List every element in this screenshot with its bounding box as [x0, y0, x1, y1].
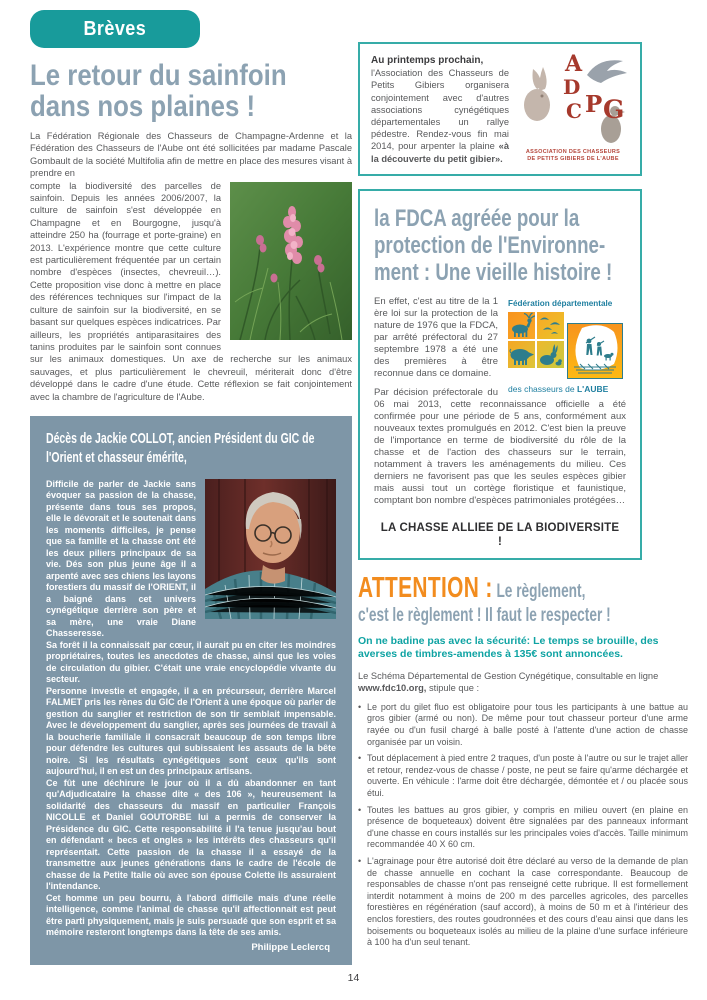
collot-paragraph: Ce fût une déchirure le jour où il a dû abandonner en tant qu'Adjudicataire la chasse dite « des 106 », heureusement la solidarité des chasseurs du massif en particulier François NICOLLE et Daniel GOUTORBE lui a permis de conserver la Présidence du GIC. Cette responsabilité il l'a tenue jusqu'au bout en défendant « becs et ongles » les intérêts des chasseurs qu'il représentait. Cette passion de la chasse il a essayé de la transmettre aux jeunes générations dans le cadre de l'école de chasse de la Petite Italie où avec son épouse Colette ils assuraient l'intendance.: [46, 777, 336, 892]
birds-icon: [537, 312, 564, 339]
pigeon-icon: [583, 55, 629, 85]
fdca-title-line: la FDCA agréée pour la: [374, 204, 580, 232]
adcpg-letter: G: [603, 95, 625, 124]
fdca-caption-top: Fédération départementale: [508, 297, 613, 308]
sainfoin-paragraph: La Fédération Régionale des Chasseurs de Champagne-Ardenne et la Fédération des Chasseurs de l'Aube ont été sollicitées par madame Pascale Gombault de la société Multifolia afin de mettre en place des mesures visant à prendre en: [30, 131, 352, 179]
collot-title-line: l'Orient et chasseur émérite,: [46, 449, 187, 467]
adcpg-letter: C: [566, 99, 582, 123]
attention-heading-line2: c'est le règlement ! Il faut le respecter !: [358, 604, 611, 626]
attention-label: ATTENTION :: [358, 571, 493, 604]
fdca-title-line: protection de l'Environne-: [374, 231, 606, 259]
rabbit-icon: [537, 341, 564, 368]
collot-paragraph: Sa forêt il la connaissait par cœur, il aurait pu en citer les moindres propriétaires, toutes les anecdotes de chasse, ainsi que les voies de circulation du gibier. C'était une vraie encyclopédie vivante du secteur.: [46, 639, 336, 685]
adcpg-letter: D: [563, 75, 581, 99]
fdca-body: [374, 296, 626, 548]
fdca-caption-bottom: des chasseurs de L'AUBE: [508, 383, 609, 394]
hunters-icon: [568, 324, 622, 378]
fdc10-url: www.fdc10.org,: [358, 682, 427, 693]
adcpg-letter: A: [565, 51, 583, 77]
rule-item: • Le port du gilet fluo est obligatoire pour tous les participants à une battue au gros gibier (armé ou non). De même pour tout chasseur porteur d'une arme rayée ou d'un fusil chargé à balle posté à l'attente d'une action de chasse organisée par un voisin.: [358, 702, 688, 748]
rule-item: • Toutes les battues au gros gibier, y compris en milieu ouvert (en plaine en présence de boqueteaux) doivent être signalées par des panneaux informant d'une chasse en cours installés sur les principales voies d'accès. Taille minimum recommandée 40 X 60 cm.: [358, 805, 688, 851]
adcpg-logo: [517, 51, 629, 165]
adcpg-bold-tail: «à la découverte du petit gibier».: [371, 141, 509, 164]
page-number: 14: [347, 972, 360, 984]
adcpg-body: l'Association des Chasseurs de Petits Gibiers organisera conjointement avec d'autres associations cynégétiques départementales un rallye pédestre. Rendez-vous fin mai 2014, pour arpenter la plaine: [371, 68, 509, 152]
sainfoin-flow: [30, 180, 352, 403]
sainfoin-article-title: [30, 60, 307, 122]
boar-icon: [508, 341, 535, 368]
fdca-logo: [508, 298, 626, 394]
attention-heading: ATTENTION : Le règlement,: [358, 571, 586, 604]
sdgc-intro: Le Schéma Départemental de Gestion Cynégétique, consultable en ligne www.fdc10.org, stipule que :: [358, 670, 659, 693]
breves-tab-label: Brèves: [83, 17, 147, 40]
deer-icon: [508, 312, 535, 339]
adcpg-text: [371, 55, 509, 165]
fdca-paragraph: En effet, c'est au titre de la 1 ère loi sur la protection de la nature de 1976 que la FDCA, par arrêté préfectoral du 27 septembre 1978 a été une des premières à être reconnue dans ce domaine.: [374, 295, 498, 379]
fdca-paragraph: Par décision préfectorale du 06 mai 2013, cette reconnaissance officielle a été confirmée pour une période de 5 ans, conformément aux nouveaux textes promulgués en 2012. C'est bien la preuve de l'importance en terme de biodiversité du rôle de la chasse et de l'action des chasseurs sur le terrain, notamment à travers les aménagements du milieu. Ces derniers ne favorisent pas que les seules espèces gibier mais aussi tout un cortège floristique et faunistique, comptant bon nombre d'espèces patrimoniales protégées…: [374, 386, 626, 506]
sainfoin-photo: [230, 182, 352, 340]
collot-paragraph: Difficile de parler de Jackie sans évoquer sa passion de la chasse, présente dans tous ses propos, elle le dévorait et le soutenait dans les moments difficiles, je pense que sa famille et la chasse ont été les deux piliers principaux de sa vie. Dés son plus jeune âge il a arpenté avec ses chiens les layons forestiers du massif de l'ORIENT, il a baigné dans cet univers cynégétique derrière son père et sa mère, une vraie Diane Chasseresse.: [46, 478, 196, 639]
adcpg-lead: Au printemps prochain,: [371, 55, 484, 66]
sainfoin-article: [30, 130, 352, 403]
rule-item: • Tout déplacement à pied entre 2 traques, d'un poste à l'autre ou sur le trajet aller et retour, rendez-vous de chasse / poste, ne peut se faire qu'arme déchargée et ouverte. En véhicule : l'arme doit être déchargée, démontée et / ou placée sous étui.: [358, 753, 688, 799]
hare-icon: [517, 65, 557, 123]
chasse-banner: LA CHASSE ALLIEE DE LA BIODIVERSITE !: [380, 519, 620, 548]
breves-tab: [30, 10, 200, 48]
title-line: dans nos plaines !: [30, 90, 256, 123]
attention-section: [358, 572, 688, 949]
title-line: Le retour du sainfoin: [30, 59, 287, 92]
safety-warning: On ne badine pas avec la sécurité: Le temps se brouille, des averses de timbres-amendes à 135€ sont annoncées.: [358, 634, 659, 661]
adcpg-box: [358, 42, 642, 176]
adcpg-caption: ASSOCIATION DES CHASSEURS DE PETITS GIBIERS DE L'AUBE: [525, 149, 621, 162]
collot-box: [30, 416, 352, 965]
right-column: [358, 42, 688, 954]
rule-item: • L'agrainage pour être autorisé doit être déclaré au verso de la demande de plan de chasse annuelle en cochant la case correspondante. Beaucoup de responsables de chasse n'ont pas renseigné cette rubrique. Il est formellement interdit notamment à moins de 200 m des parcelles agricoles, des parcelles forestières en régénération (sauf accord), à moins de 50 m et à l'intérieur des enclos forestiers, des routes goudronnées et des cours d'eau ainsi que dans les boisements ou boqueteaux isolés au milieu de la plaine d'une surface inférieure à 100 ha d'un seul tenant.: [358, 856, 688, 949]
adcpg-letter: P: [585, 91, 603, 118]
rules-list: [358, 702, 688, 949]
fdca-box: [358, 189, 642, 560]
collot-signature: Philippe Leclercq: [251, 941, 330, 953]
left-column: [30, 10, 352, 965]
collot-title: [46, 429, 315, 468]
collot-paragraph: Cet homme un peu bourru, à l'abord difficile mais d'une réelle intelligence, comme l'animal de chasse qu'il affectionnait est peut être parti physiquement, mais je suis persuadé que son esprit et sa mémoire resteront longtemps dans la tête de ses amis.: [46, 892, 336, 938]
sainfoin-paragraph: compte la biodiversité des parcelles de sainfoin. Depuis les années 2006/2007, la culture de sainfoin s'est développée en Champagne et en Bourgogne, jusqu'à atteindre 250 ha (fourrage et porte-graine) en 2013. L'expérience montre que cette culture est particulièrement fréquentée par un certain nombre d'espèces (insectes, chevreuil…). Cette proposition vise donc à mettre en place des références techniques sur l'impact de la culture de sainfoin sur la biodiversité, en se basant sur quelques espèces indicatrices. Par ailleurs, les propriétés antiparasitaires des tanins produites par le sainfoin sont connues sur les animaux domestiques. Un axe de recherche sur les animaux sauvages, et plus particulièrement le chevreuil, mériterait donc d'être développé dans le cadre d'une étude. Cette réflexion se fait conjointement avec la chambre de l'agriculture de l'Aube.: [30, 180, 352, 402]
fdca-title-line: ment : Une vieille histoire !: [374, 258, 613, 286]
collot-portrait-photo: [205, 479, 336, 619]
fdca-title: [374, 204, 613, 286]
collot-title-line: Décès de Jackie COLLOT, ancien Président du GIC de: [46, 429, 315, 447]
collot-paragraph: Personne investie et engagée, il a en précurseur, derrière Marcel FALMET pris les rènes du GIC de l'Orient à une époque où parler de gestion du sanglier et restriction de son tir semblait impensable. Avec le développement du sanglier, après ses journées de travail à la boucherie familiale il consacrait beaucoup de son temps libre pour défendre les cultures qui subissaient les assauts de la bête noire. Si les résultats cynégétiques sont ceux qu'ils sont aujourd'hui, il en est un des principaux artisans.: [46, 685, 336, 777]
